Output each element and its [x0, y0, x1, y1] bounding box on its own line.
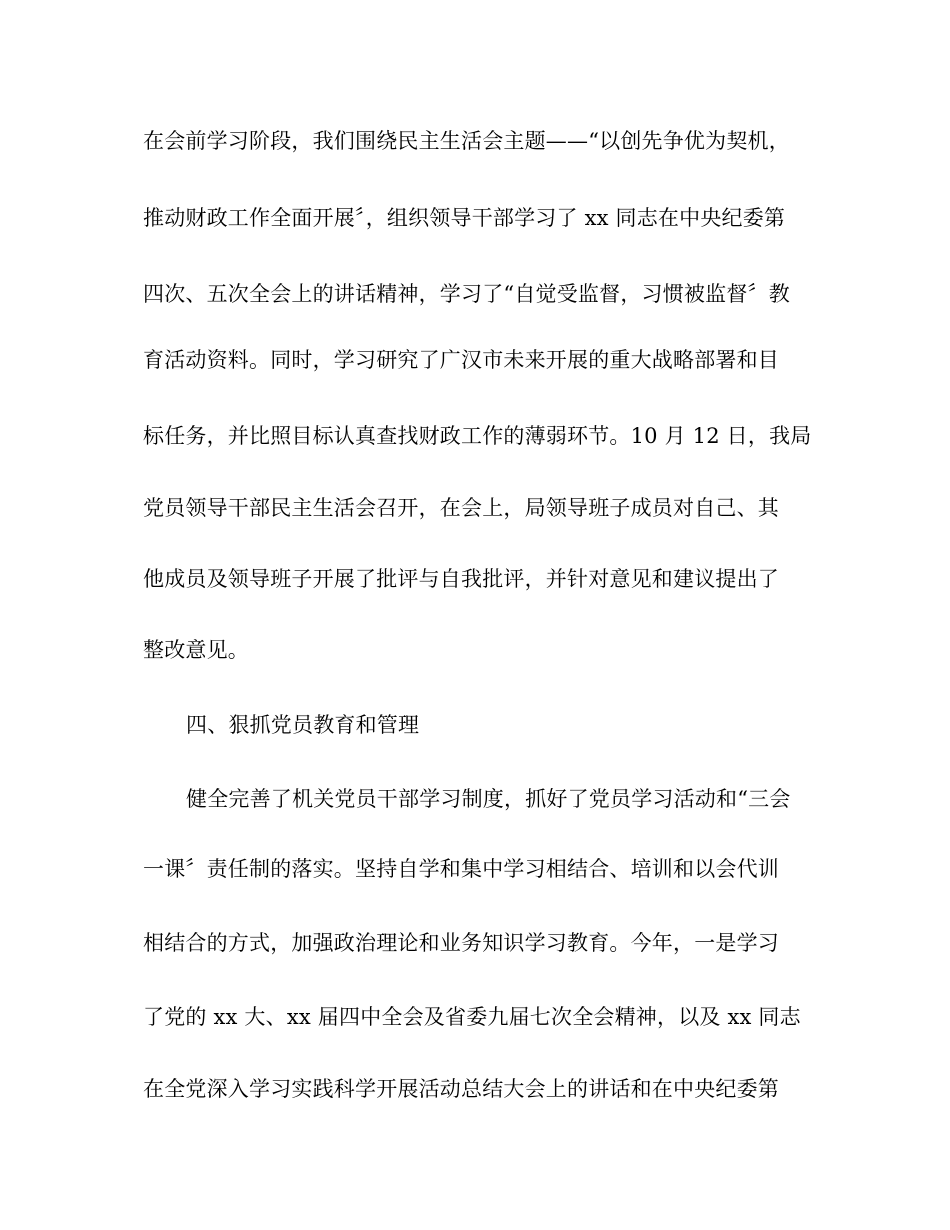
paragraph-1-line-5: 标任务，并比照目标认真查找财政工作的薄弱环节。10 月 12 日，我局 — [143, 424, 812, 448]
paragraph-3-line-2: 一课〞责任制的落实。坚持自学和集中学习相结合、培训和以会代训 — [143, 857, 779, 881]
paragraph-1-line-6: 党员领导干部民主生活会召开，在会上，局领导班子成员对自己、其 — [143, 496, 779, 520]
paragraph-3-line-1: 健全完善了机关党员干部学习制度，抓好了党员学习活动和“三会 — [186, 787, 791, 811]
paragraph-1-line-3: 四次、五次全会上的讲话精神，学习了“自觉受监督，习惯被监督〞教 — [143, 282, 790, 306]
paragraph-1-line-4: 育活动资料。同时，学习研究了广汉市未来开展的重大战略部署和目 — [143, 348, 779, 372]
paragraph-1-line-7: 他成员及领导班子开展了批评与自我批评，并针对意见和建议提出了 — [143, 567, 779, 591]
paragraph-3-line-5: 在全党深入学习实践科学开展活动总结大会上的讲话和在中央纪委第 — [143, 1077, 779, 1101]
section-heading: 四、狠抓党员教育和管理 — [186, 713, 420, 737]
paragraph-1-line-2: 推动财政工作全面开展〞，组织领导干部学习了 xx 同志在中央纪委第 — [143, 206, 786, 230]
paragraph-3-line-3: 相结合的方式，加强政治理论和业务知识学习教育。今年，一是学习 — [143, 931, 779, 955]
paragraph-1-line-1: 在会前学习阶段，我们围绕民主生活会主题——“以创先争优为契机， — [143, 129, 790, 153]
paragraph-1-line-8: 整改意见。 — [143, 638, 249, 662]
paragraph-3-line-4: 了党的 xx 大、xx 届四中全会及省委九届七次全会精神，以及 xx 同志 — [143, 1005, 801, 1029]
